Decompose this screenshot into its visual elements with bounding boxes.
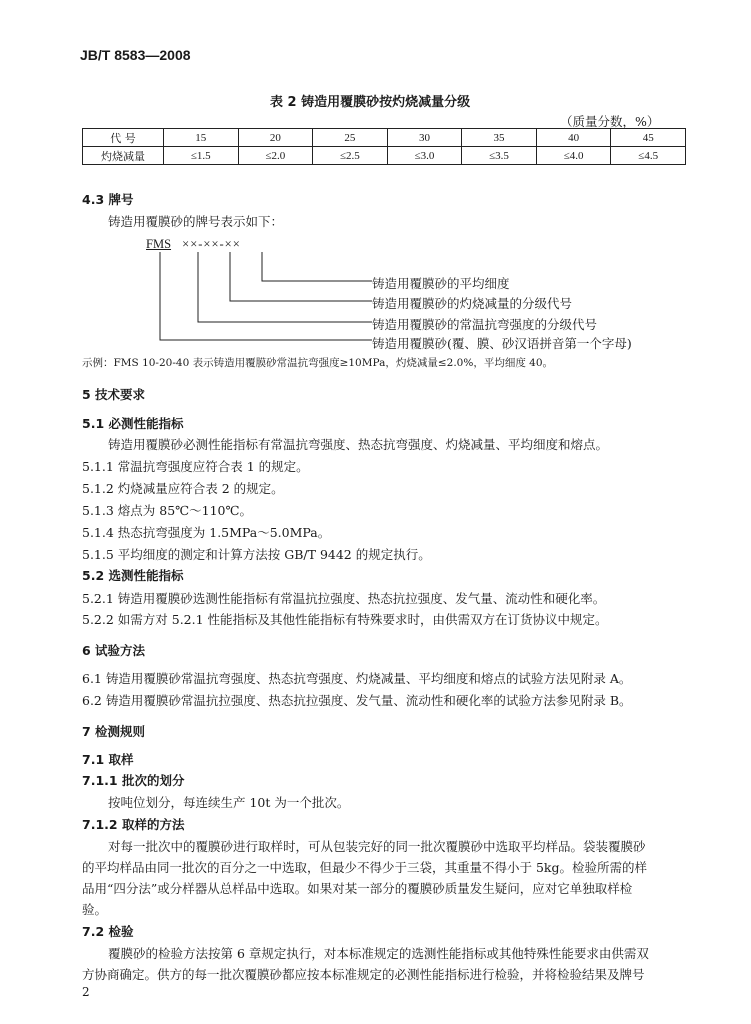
item-5-2-1: 5.2.1 铸造用覆膜砂选测性能指标有常温抗拉强度、热态抗拉强度、发气量、流动性和硬化率。 (82, 591, 606, 606)
table-cell: ≤2.0 (238, 147, 313, 165)
paragraph-line: 方协商确定。供方的每一批次覆膜砂都应按本标准规定的必测性能指标进行检验，并将检验结果及牌号 (82, 967, 645, 982)
section-6-heading: 6 试验方法 (82, 643, 146, 658)
paragraph-line: 品用“四分法”或分样器从总样品中选取。如果对某一部分的覆膜砂质量发生疑问，应对它单独取样检 (82, 881, 633, 896)
table-cell: ≤2.5 (313, 147, 388, 165)
section-5-1-text: 铸造用覆膜砂必测性能指标有常温抗弯强度、热态抗弯强度、灼烧减量、平均细度和熔点。 (108, 437, 609, 452)
section-5-2-heading: 5.2 选测性能指标 (82, 568, 184, 583)
spec-bracket-diagram (150, 252, 380, 348)
table-caption: 表 2 铸造用覆膜砂按灼烧减量分级 (270, 95, 471, 110)
section-4-3-intro: 铸造用覆膜砂的牌号表示如下： (108, 214, 284, 229)
table-row-codes (83, 129, 686, 147)
paragraph-line: 的平均样品由同一批次的百分之一中选取，但最少不得少于三袋，其重量不得小于 5kg。检验所需的样 (82, 860, 648, 875)
table-cell: 30 (387, 129, 462, 147)
grade-table (82, 128, 686, 165)
table-cell: 35 (462, 129, 537, 147)
table-cell: 45 (611, 129, 686, 147)
spec-label-prefix: 铸造用覆膜砂(覆、膜、砂汉语拼音第一个字母) (372, 336, 632, 351)
section-7-1-1-text: 按吨位划分，每连续生产 10t 为一个批次。 (108, 795, 350, 810)
table-cell: 40 (536, 129, 611, 147)
section-7-1-1-heading: 7.1.1 批次的划分 (82, 773, 185, 788)
table-cell: 15 (164, 129, 239, 147)
bracket-line-pair2 (230, 252, 372, 301)
spec-label-loss: 铸造用覆膜砂的灼烧减量的分级代号 (372, 296, 573, 311)
section-7-1-heading: 7.1 取样 (82, 752, 134, 767)
item-6-2: 6.2 铸造用覆膜砂常温抗拉强度、热态抗拉强度、发气量、流动性和硬化率的试验方法参见附录 B。 (82, 693, 632, 708)
table-cell: 25 (313, 129, 388, 147)
row-label-code: 代 号 (83, 129, 164, 147)
table-cell: ≤3.0 (387, 147, 462, 165)
section-4-3-heading: 4.3 牌号 (82, 192, 134, 207)
spec-label-strength: 铸造用覆膜砂的常温抗弯强度的分级代号 (372, 317, 598, 332)
grade-spec (146, 237, 241, 252)
bracket-line-prefix (160, 252, 372, 340)
table-row-values (83, 147, 686, 165)
table-cell: 20 (238, 129, 313, 147)
item-6-1: 6.1 铸造用覆膜砂常温抗弯强度、热态抗弯强度、灼烧减量、平均细度和熔点的试验方法见附录 A。 (82, 671, 632, 686)
table-cell: ≤3.5 (462, 147, 537, 165)
item-5-1-1: 5.1.1 常温抗弯强度应符合表 1 的规定。 (82, 459, 309, 474)
spec-example: 示例：FMS 10-20-40 表示铸造用覆膜砂常温抗弯强度≥10MPa，灼烧减量≤2.0%，平均细度 40。 (82, 357, 554, 369)
table-unit: （质量分数，%） (560, 114, 660, 129)
section-5-1-heading: 5.1 必测性能指标 (82, 416, 184, 431)
item-5-1-5: 5.1.5 平均细度的测定和计算方法按 GB/T 9442 的规定执行。 (82, 547, 431, 562)
row-label-loss: 灼烧减量 (83, 147, 164, 165)
section-7-1-2-heading: 7.1.2 取样的方法 (82, 817, 185, 832)
paragraph-line: 验。 (82, 902, 108, 917)
item-5-1-4: 5.1.4 热态抗弯强度为 1.5MPa～5.0MPa。 (82, 525, 331, 540)
spec-pattern: ××-××-×× (182, 237, 241, 251)
item-5-1-2: 5.1.2 灼烧减量应符合表 2 的规定。 (82, 481, 284, 496)
spec-label-fineness: 铸造用覆膜砂的平均细度 (372, 276, 510, 291)
section-7-heading: 7 检测规则 (82, 724, 146, 739)
page-number: 2 (82, 985, 90, 999)
standard-code: JB/T 8583—2008 (80, 47, 191, 63)
paragraph-line: 对每一批次中的覆膜砂进行取样时，可从包装完好的同一批次覆膜砂中选取平均样品。袋装覆膜砂 (108, 839, 646, 854)
paragraph-line: 覆膜砂的检验方法按第 6 章规定执行，对本标准规定的选测性能指标或其他特殊性能要求由供需双 (108, 946, 649, 961)
table-cell: ≤4.5 (611, 147, 686, 165)
item-5-1-3: 5.1.3 熔点为 85℃～110℃。 (82, 503, 252, 518)
bracket-line-pair3 (262, 252, 372, 281)
table-cell: ≤4.0 (536, 147, 611, 165)
table-cell: ≤1.5 (164, 147, 239, 165)
section-5-heading: 5 技术要求 (82, 387, 146, 402)
item-5-2-2: 5.2.2 如需方对 5.2.1 性能指标及其他性能指标有特殊要求时，由供需双方在订货协议中规定。 (82, 612, 608, 627)
spec-prefix: FMS (146, 237, 172, 251)
bracket-line-pair1 (198, 252, 372, 322)
section-7-2-heading: 7.2 检验 (82, 924, 134, 939)
